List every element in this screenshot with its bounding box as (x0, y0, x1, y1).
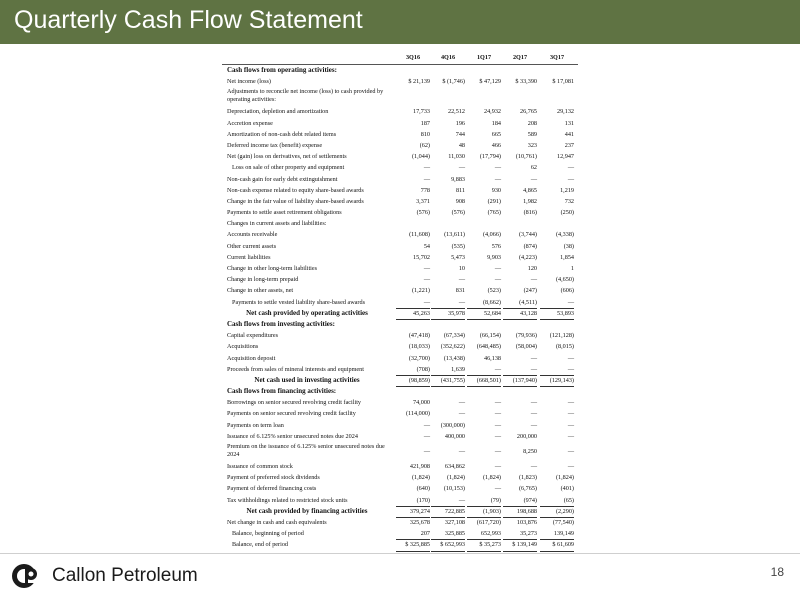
table-row (222, 185, 578, 196)
table-row (222, 274, 578, 285)
table-row (222, 506, 578, 517)
row-label: Current liabilities (227, 253, 271, 261)
cell-value: 379,274 (396, 506, 430, 518)
cell-value: 29,132 (556, 108, 574, 116)
cell-value: 810 (420, 130, 430, 138)
cell-value: 9,903 (487, 253, 501, 261)
cell-value: — (431, 495, 465, 507)
cell-value: 327,108 (444, 518, 465, 526)
cell-value: — (567, 463, 574, 470)
cell-value: 930 (491, 186, 501, 194)
cell-value: (4,511) (503, 297, 537, 309)
cell-value: (62) (419, 141, 430, 149)
cell-value: 908 (455, 197, 465, 205)
cell-value: (668,501) (467, 375, 501, 387)
cell-value: 4,865 (523, 186, 537, 194)
table-row (222, 229, 578, 240)
row-label: Depreciation, depletion and amortization (227, 108, 329, 116)
table-header (222, 52, 578, 65)
cell-value: (1,903) (467, 506, 501, 518)
cell-value: — (494, 463, 501, 470)
cell-value: 35,273 (503, 528, 537, 540)
cell-value: (77,540) (552, 518, 574, 526)
cell-value: 43,128 (503, 308, 537, 320)
column-header: 3Q16 (405, 54, 421, 61)
cell-value: (1,824) (446, 474, 465, 482)
cell-value: — (530, 421, 537, 429)
cell-value: — (540, 364, 574, 376)
cell-value: — (494, 485, 501, 493)
cell-value: — (503, 364, 537, 376)
column-header: 2Q17 (512, 54, 528, 61)
cell-value: 22,512 (447, 108, 465, 116)
row-label: Payments to settle vested liability share-based awards (232, 298, 365, 306)
cell-value: (67,334) (443, 332, 465, 340)
cell-value: (2,290) (540, 506, 574, 518)
brand-name: Callon Petroleum (52, 565, 198, 586)
table-row (222, 263, 578, 274)
table-row (222, 461, 578, 472)
cell-value: 589 (527, 130, 537, 138)
cell-value: (129,143) (540, 375, 574, 387)
table-row (222, 162, 578, 173)
row-label: Issuance of common stock (227, 463, 293, 470)
row-label: Deferred income tax (benefit) expense (227, 141, 323, 149)
cell-value: 187 (420, 119, 430, 127)
row-label: Non-cash expense related to equity share-based awards (227, 186, 364, 194)
cell-value: (431,755) (431, 375, 465, 387)
cell-value: (300,000) (440, 421, 465, 429)
cell-value: — (530, 410, 537, 418)
page-title: Quarterly Cash Flow Statement (14, 6, 363, 34)
cell-value: (640) (416, 485, 430, 493)
cell-value: 26,765 (519, 108, 537, 116)
cell-value: (8,015) (555, 343, 574, 351)
cell-value: (352,622) (440, 343, 465, 351)
cell-value: (974) (503, 495, 537, 507)
cell-value: — (458, 399, 465, 407)
cell-value: 634,862 (444, 463, 465, 470)
cell-value: (1,823) (518, 474, 537, 482)
cell-value: (79) (467, 495, 501, 507)
cell-value: (66,154) (479, 332, 501, 340)
cell-value: (708) (396, 364, 430, 376)
cell-value: 184 (491, 119, 501, 127)
row-label: Proceeds from sales of mineral interests and equipment (227, 365, 364, 373)
table-row (222, 442, 578, 461)
cell-value: 1,639 (431, 364, 465, 376)
cell-value: 466 (491, 141, 501, 149)
cell-value: 237 (564, 141, 574, 149)
cell-value: $ 33,390 (515, 78, 537, 86)
row-label: Net (gain) loss on derivatives, net of settlements (227, 153, 347, 161)
cell-value: 45,263 (396, 308, 430, 320)
row-label: Net cash provided by financing activities (246, 506, 368, 515)
cell-value: $ 17,081 (552, 78, 574, 86)
cell-value: (47,418) (408, 332, 430, 340)
row-label: Adjustments to reconcile net income (loss) to cash provided by operating activities: (227, 88, 384, 103)
cell-value: 200,000 (516, 432, 537, 440)
row-label: Change in the fair value of liability share-based awards (227, 197, 364, 205)
table-row (222, 341, 578, 352)
cell-value: (137,940) (503, 375, 537, 387)
cell-value: 665 (491, 130, 501, 138)
row-label: Borrowings on senior secured revolving credit facility (227, 399, 362, 407)
row-label: Acquisitions (227, 343, 259, 351)
cell-value: (10,153) (443, 485, 465, 493)
cell-value: 9,883 (451, 175, 465, 183)
table-row (222, 76, 578, 87)
row-label: Issuance of 6.125% senior unsecured notes due 2024 (227, 432, 358, 440)
cell-value: (170) (396, 495, 430, 507)
cell-value: 103,876 (516, 518, 537, 526)
cell-value: 778 (420, 186, 430, 194)
table-row (222, 483, 578, 494)
row-label: Net income (loss) (227, 78, 271, 86)
table-row (222, 151, 578, 162)
row-label: Tax withholdings related to restricted stock units (227, 496, 348, 504)
cell-value: — (458, 410, 465, 418)
cell-value: (1,824) (482, 474, 501, 482)
cell-value: $ 139,149 (503, 539, 537, 553)
table-row (222, 174, 578, 185)
cell-value: 208 (527, 119, 537, 127)
cell-value: (121,128) (549, 332, 574, 340)
row-label: Cash flows from investing activities: (227, 319, 335, 328)
cell-value: (32,700) (408, 354, 430, 362)
row-label: Balance, beginning of period (232, 530, 304, 538)
cell-value: 54 (423, 242, 430, 250)
cell-value: (38) (563, 242, 574, 250)
cell-value: (535) (451, 242, 465, 250)
cell-value: — (423, 432, 430, 440)
cell-value: (13,438) (443, 354, 465, 362)
cell-value: (874) (523, 242, 537, 250)
cell-value: (18,033) (408, 343, 430, 351)
row-label: Cash flows from operating activities: (227, 66, 337, 74)
row-label: Payments to settle asset retirement obligations (227, 209, 342, 217)
table-row (222, 65, 578, 76)
table-row (222, 196, 578, 207)
cell-value: — (567, 164, 574, 172)
cell-value: (617,720) (476, 518, 501, 526)
row-label: Payment of deferred financing costs (227, 485, 317, 493)
cell-value: — (458, 448, 465, 455)
cell-value: 198,688 (503, 506, 537, 518)
table-row (222, 87, 578, 106)
cell-value: 48 (458, 141, 465, 149)
table-row (222, 241, 578, 252)
cell-value: 722,885 (431, 506, 465, 518)
cell-value: $ 652,993 (431, 539, 465, 553)
table-row (222, 386, 578, 397)
cell-value: — (567, 175, 574, 183)
cell-value: — (458, 276, 465, 284)
cell-value: 131 (564, 119, 574, 127)
table-row (222, 140, 578, 151)
table-row (222, 375, 578, 386)
cell-value: — (423, 276, 430, 284)
table-row (222, 207, 578, 218)
cell-value: 3,371 (416, 197, 430, 205)
cell-value: — (530, 463, 537, 470)
cell-value: 52,684 (467, 308, 501, 320)
row-label: Payments on senior secured revolving credit facility (227, 410, 356, 418)
column-header: 4Q16 (440, 54, 456, 61)
footer-divider (0, 553, 800, 554)
table-row (222, 285, 578, 296)
cell-value: 8,250 (523, 448, 537, 455)
cell-value: 15,702 (412, 253, 430, 261)
column-header: 1Q17 (476, 54, 492, 61)
cell-value: (1,824) (411, 474, 430, 482)
cash-flow-table (222, 52, 578, 551)
row-label: Net cash used in investing activities (254, 375, 360, 384)
cell-value: — (494, 399, 501, 407)
table-row (222, 517, 578, 528)
cell-value: (648,485) (476, 343, 501, 351)
cell-value: $ 21,139 (408, 78, 430, 86)
cell-value: — (567, 421, 574, 429)
cell-value: — (567, 432, 574, 440)
cell-value: — (396, 297, 430, 309)
row-label: Net cash provided by operating activities (246, 308, 368, 317)
cell-value: 1,219 (560, 186, 574, 194)
cell-value: — (567, 410, 574, 418)
cell-value: — (423, 175, 430, 183)
cell-value: (58,004) (515, 343, 537, 351)
table-row (222, 420, 578, 431)
cell-value: $ 35,273 (467, 539, 501, 553)
cell-value: (1,221) (411, 287, 430, 295)
cell-value: — (530, 175, 537, 183)
cell-value: (13,611) (444, 231, 465, 239)
row-label: Change in other long-term liabilities (227, 265, 318, 272)
row-label: Changes in current assets and liabilities: (227, 220, 327, 228)
cell-value: (250) (560, 209, 574, 217)
title-bar (0, 0, 800, 44)
cell-value: — (494, 421, 501, 429)
cell-value: (606) (560, 287, 574, 295)
cell-value: 744 (455, 130, 465, 138)
cell-value: 421,908 (409, 463, 430, 470)
cell-value: — (423, 448, 430, 455)
table-row (222, 431, 578, 442)
cell-value: — (494, 265, 501, 272)
table-row (222, 218, 578, 229)
row-label: Cash flows from financing activities: (227, 387, 337, 396)
cell-value: (79,936) (515, 332, 537, 340)
table-row (222, 364, 578, 375)
cell-value: $ 47,129 (479, 78, 501, 86)
cell-value: 831 (455, 287, 465, 295)
cell-value: (6,765) (518, 485, 537, 493)
cell-value: 17,733 (412, 108, 430, 116)
cell-value: — (567, 448, 574, 455)
cell-value: 811 (455, 186, 465, 194)
cell-value: 196 (455, 119, 465, 127)
cell-value: 1,854 (560, 253, 574, 261)
row-label: Other current assets (227, 242, 277, 250)
cell-value: $ (1,746) (442, 78, 465, 86)
cell-value: 12,947 (556, 153, 574, 161)
cell-value: — (530, 276, 537, 284)
cell-value: 325,885 (431, 528, 465, 540)
cell-value: — (458, 164, 465, 172)
table-row (222, 495, 578, 506)
table-row (222, 252, 578, 263)
cell-value: $ 325,885 (396, 539, 430, 553)
cell-value: 120 (527, 265, 537, 272)
row-label: Change in other assets, net (227, 287, 294, 295)
cell-value: (4,338) (555, 231, 574, 239)
cell-value: — (494, 448, 501, 455)
cell-value: 10 (458, 265, 465, 272)
row-label: Payments on term loan (227, 421, 284, 429)
cell-value: — (423, 164, 430, 172)
row-label: Balance, end of period (232, 541, 289, 549)
table-row (222, 308, 578, 319)
cell-value: 53,893 (540, 308, 574, 320)
cell-value: (1,824) (555, 474, 574, 482)
cell-value: 5,473 (451, 253, 465, 261)
cell-value: (10,761) (515, 153, 537, 161)
cell-value: — (530, 354, 537, 362)
cell-value: 576 (491, 242, 501, 250)
row-label: Change in long-term prepaid (227, 276, 299, 284)
row-label: Payment of preferred stock dividends (227, 474, 320, 482)
cell-value: (523) (487, 287, 501, 295)
cell-value: (576) (416, 209, 430, 217)
cell-value: — (494, 164, 501, 172)
cell-value: 400,000 (444, 432, 465, 440)
cell-value: — (494, 276, 501, 284)
cell-value: — (494, 410, 501, 418)
table-row (222, 472, 578, 483)
cell-value: (1,044) (411, 153, 430, 161)
cell-value: 1 (570, 265, 574, 272)
cell-value: (3,744) (518, 231, 537, 239)
row-label: Accretion expense (227, 119, 273, 127)
cell-value: (4,223) (518, 253, 537, 261)
cell-value: — (494, 432, 501, 440)
cell-value: 35,978 (431, 308, 465, 320)
cell-value: 1,982 (523, 197, 537, 205)
cell-value: — (494, 175, 501, 183)
cell-value: (17,794) (479, 153, 501, 161)
cell-value: (291) (487, 197, 501, 205)
table-row (222, 539, 578, 550)
cell-value: 139,149 (540, 528, 574, 540)
cell-value: 325,678 (409, 518, 430, 526)
cell-value: (247) (523, 287, 537, 295)
cell-value: (11,608) (409, 231, 430, 239)
cell-value: (765) (487, 209, 501, 217)
cell-value: (4,066) (482, 231, 501, 239)
cell-value: (65) (540, 495, 574, 507)
cell-value: — (540, 297, 574, 309)
table-row (222, 297, 578, 308)
cell-value: — (567, 399, 574, 407)
cell-value: 652,993 (467, 528, 501, 540)
row-label: Acquisition deposit (227, 354, 276, 362)
table-row (222, 129, 578, 140)
table-row (222, 319, 578, 330)
cell-value: — (431, 297, 465, 309)
cell-value: $ 61,609 (540, 539, 574, 553)
cell-value: (98,859) (396, 375, 430, 387)
row-label: Net change in cash and cash equivalents (227, 518, 327, 526)
row-label: Non-cash gain for early debt extinguishment (227, 175, 338, 183)
row-label: Premium on the issuance of 6.125% senior unsecured notes due 2024 (227, 443, 385, 458)
table-row (222, 330, 578, 341)
table-row (222, 397, 578, 408)
cell-value: 207 (396, 528, 430, 540)
page-number: 18 (770, 565, 784, 579)
table-row (222, 528, 578, 539)
cell-value: — (423, 421, 430, 429)
cell-value: 732 (564, 197, 574, 205)
cell-value: (114,000) (405, 410, 430, 418)
table-row (222, 118, 578, 129)
cell-value: 62 (530, 164, 537, 172)
cell-value: 441 (564, 130, 574, 138)
cell-value: — (423, 265, 430, 272)
row-label: Loss on sale of other property and equipment (232, 164, 345, 172)
cell-value: — (530, 399, 537, 407)
column-header: 3Q17 (549, 54, 565, 61)
table-row (222, 353, 578, 364)
cell-value: — (467, 364, 501, 376)
cell-value: — (567, 354, 574, 362)
row-label: Amortization of non-cash debt related items (227, 130, 337, 138)
table-row (222, 408, 578, 419)
table-row (222, 106, 578, 117)
cell-value: 74,000 (412, 399, 430, 407)
cell-value: 46,138 (483, 354, 501, 362)
row-label: Accounts receivable (227, 231, 278, 239)
cell-value: (401) (560, 485, 574, 493)
cell-value: (8,662) (467, 297, 501, 309)
cell-value: (576) (451, 209, 465, 217)
row-label: Capital expenditures (227, 332, 279, 340)
cell-value: 24,932 (483, 108, 501, 116)
cell-value: 323 (527, 141, 537, 149)
cell-value: 11,030 (448, 153, 465, 161)
cell-value: (4,650) (555, 276, 574, 284)
cell-value: (816) (523, 209, 537, 217)
callon-logo-icon (10, 562, 44, 590)
